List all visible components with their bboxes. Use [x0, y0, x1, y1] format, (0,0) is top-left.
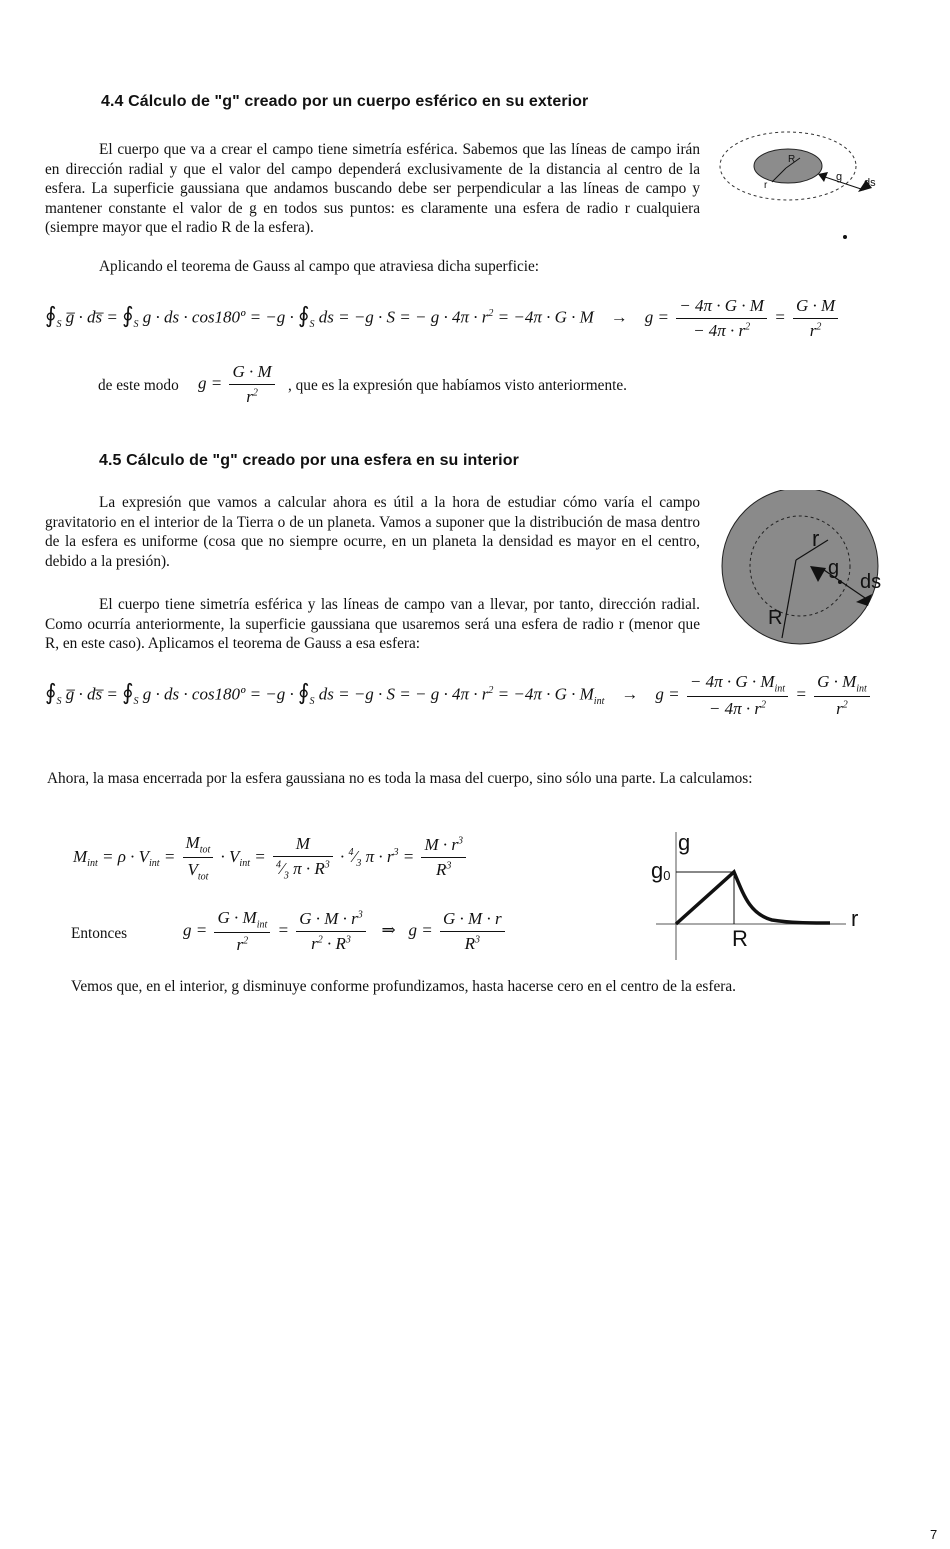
- interior-label-ds: ds: [860, 571, 882, 593]
- graph-axis-label-r: r: [851, 906, 859, 931]
- graph-axis-label-g: g: [678, 830, 691, 855]
- exterior-sphere-figure: [712, 128, 892, 248]
- exterior-label-R: R: [788, 154, 796, 165]
- exterior-label-ds: ds: [864, 177, 876, 189]
- section-4-5-paragraph-2: El cuerpo tiene simetría esférica y las líneas de campo van a llevar, por tanto, dirección radial. Como ocurría anteriormente, la superficie gaussiana que usaremos será una esfera de radio r (menor que R, en este caso). Aplicamos el teorema de Gauss a esa esfera:: [45, 596, 700, 653]
- section-4-5-paragraph-1: La expresión que vamos a calcular ahora es útil a la hora de estudiar cómo varía el campo gravitatorio en el interior de la Tierra o de un planeta. Vamos a suponer que la distribución de masa dentro de la esfera es uniforme (cosa que no siempre ocurre, en un planeta la densidad es mayor en el centro, debido a la presión).: [45, 494, 700, 570]
- section-4-4-paragraph-2: Aplicando el teorema de Gauss al campo que atraviesa dicha superficie:: [99, 258, 540, 275]
- interior-label-g: g: [828, 557, 840, 579]
- result-formula: g = $\frac{G \cdot M}{r^2}$: [198, 362, 278, 407]
- gauss-equation-interior: $∮_S$ g̅ · ds̅ = $∮_S$ g · ds · cos180º = $-g \cdot ∮_S$ ds = −g · S = − $g \cdot 4\pi \cdot r^2 = -4\pi \cdot G \cdot M_{int}$ → g = $\frac{- 4\pi \cdot G \cdot M_{int}}{- 4\pi \cdot r^2}$ = $\frac{G \cdot M_{int}}{r^2}$: [45, 672, 873, 719]
- graph-label-g0: g0: [651, 858, 671, 883]
- interior-g-formula: g = $\frac{G \cdot M_{int}}{r^2}$ = $\frac{G \cdot M \cdot r^3}{r^2 \cdot R^3}$ ⇒ g = $\frac{G \cdot M \cdot r}{R^3}$: [183, 908, 508, 955]
- section-4-4-paragraph-1: El cuerpo que va a crear el campo tiene simetría esférica. Sabemos que las líneas de campo irán en dirección radial y que el valor del campo dependerá exclusivamente de la distancia al centro de la esfera. La superficie gaussiana que andamos buscando debe ser perpendicular a las líneas de campo y mantener constante el valor de g en todos sus puntos: es claramente una esfera de radio r cualquiera (siempre mayor que el radio R de la esfera).: [45, 141, 700, 237]
- exterior-label-r: r: [764, 180, 768, 191]
- interior-label-r: r: [812, 526, 820, 551]
- then-label: Entonces: [71, 925, 128, 942]
- gauss-equation-exterior: $∮_S$ g̅ · ds̅ = $∮_S$ g · ds · cos180º = $-g \cdot ∮_S$ ds = −g · S = − $g \cdot 4\pi \cdot r^2 = -4\pi \cdot G \cdot M$ → g = $\frac{- 4\pi \cdot G \cdot M}{- 4\pi \cdot r^2}$ = $\frac{G \cdot M}{r^2}$: [45, 296, 841, 341]
- result-suffix: , que es la expresión que habíamos visto anteriormente.: [288, 377, 627, 394]
- section-4-4-title: 4.4 Cálculo de "g" creado por un cuerpo esférico en su exterior: [101, 93, 589, 110]
- section-4-5-paragraph-3: Ahora, la masa encerrada por la esfera gaussiana no es toda la masa del cuerpo, sino sólo una parte. La calculamos:: [47, 770, 753, 787]
- page-number: 7: [930, 1527, 938, 1542]
- interior-sphere-figure: [716, 490, 896, 645]
- interior-label-R: R: [768, 607, 783, 629]
- mass-interior-formula: $M_{int} = \rho \cdot V_{int}$ = $\frac{M_{tot}}{V_{tot}}$ · $V_{int}$ = $\frac{M}{^4⁄_3 \pi \cdot R^3}$ · $^4⁄_3$ $\pi \cdot r^3$ = $\frac{M \cdot r^3}{R^3}$: [73, 833, 469, 883]
- section-4-5-conclusion: Vemos que, en el interior, g disminuye conforme profundizamos, hasta hacerse cero en el centro de la esfera.: [71, 978, 736, 995]
- result-prefix: de este modo: [98, 377, 179, 394]
- g-versus-r-graph: [640, 826, 870, 966]
- section-4-5-title: 4.5 Cálculo de "g" creado por una esfera en su interior: [99, 452, 519, 469]
- graph-label-R: R: [732, 926, 748, 951]
- exterior-label-g: g: [836, 171, 843, 183]
